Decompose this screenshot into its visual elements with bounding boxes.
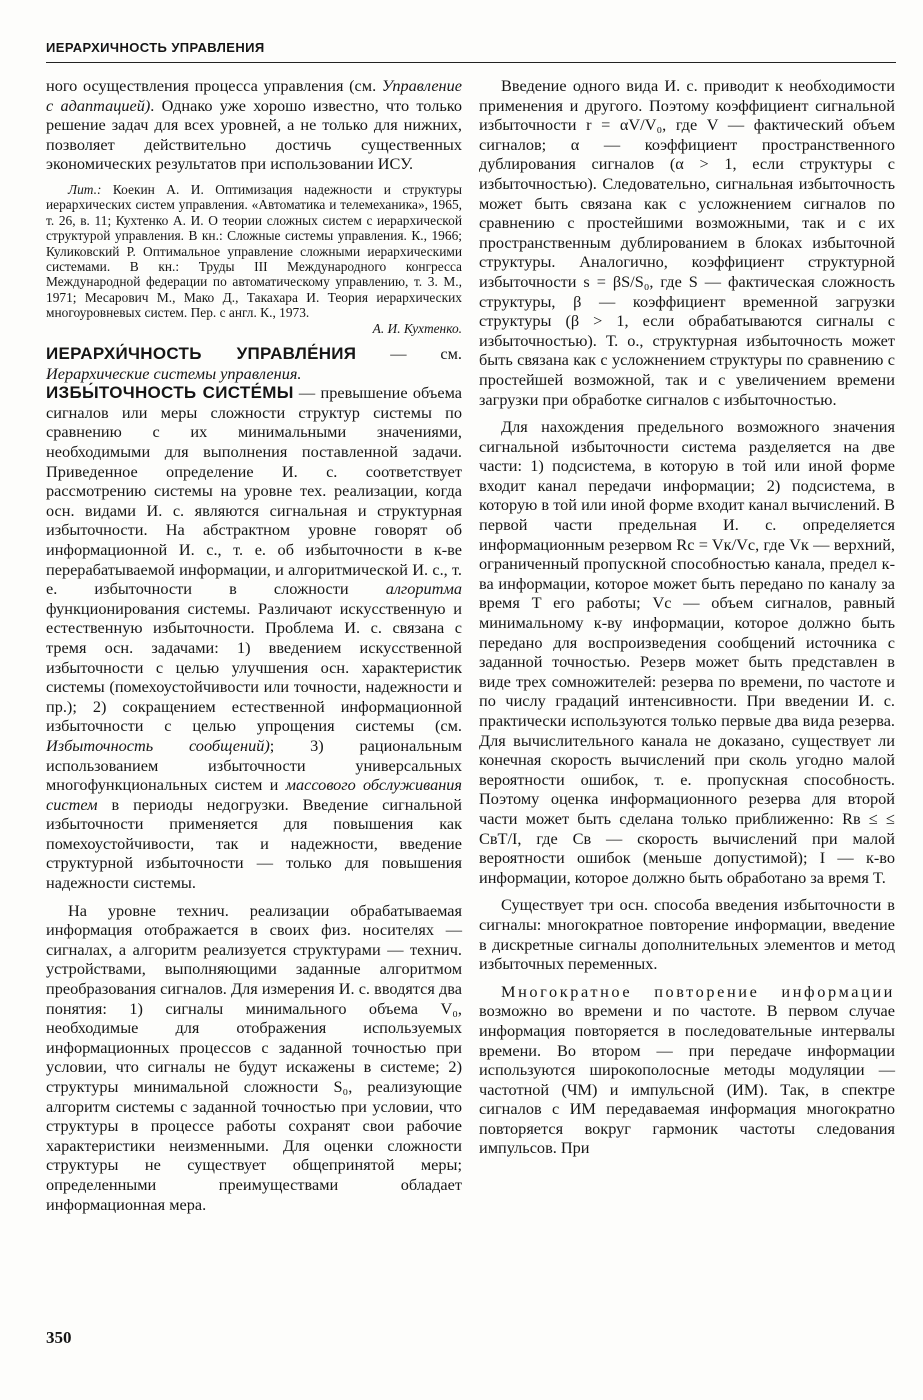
entry-headword: ИЗБЫ́ТОЧНОСТЬ СИСТЕ́МЫ (46, 383, 294, 403)
text: ; 3) рациональным использованием избыточности универсальных многофункциональных систем и (46, 735, 463, 795)
page-number: 350 (46, 1328, 72, 1347)
text: ного осуществления процесса управления (см. (46, 76, 382, 95)
cross-reference: Иерархические системы управления. (46, 363, 302, 383)
paragraph: На уровне технич. реализации обрабатываемая информация отображается в своих физ. носителях — сигналах, а алгоритм реализуется структурами — технич. устройствами, выполняющими заданные алгоритмом преобразования сигналов. Для измерения И. с. вводятся два понятия: 1) сигналы минимального объема V₀, необходимые для отображения используемых информационных процессов с заданной точностью при условии, что сигналы не будут искажены в системе; 2) структуры минимальной сложности S₀, реализующие алгоритм системы с заданной точностью при условии, что структуры в процессе работы сохранят свои рабочие характеристики неизменными. Для оценки сложности структуры не существует общепринятой меры; определенными преимуществами обладает информационная мера. (46, 900, 462, 1214)
paragraph: Для нахождения предельного возможного значения сигнальной избыточности система разделяется на две части: 1) подсистема, в которую в той или иной форме входит канал передачи информации; 2) подсистема, в которую в той или иной форме входит канал вычислений. В первой части предельная И. с. определяется информационным резервом Rc = Vк/Vc, где Vк — верхний, ограниченный пропускной способностью канала, предел к-ва информации, которое может быть передано по каналу за время T его работы; Vc — объем сигналов, равный минимальному к-ву информации, которое должно быть передано для воспроизведения сообщений источника с заданной точностью. Резерв может быть представлен в виде трех сомножителей: резерва по времени, по частоте и по числу градаций интенсивности. При введении И. с. практически используются только первые два вида резерва. Для вычислительного канала не доказано, существует ли конечная скорость вычислений при сколь угодно малой вероятности ошибок, т. е. пропускная способность. Поэтому оценка информационного резерва для второй части может быть сделана только приближенно: Rв ≤ ≤ CвT/I, где Cв — скорость вычислений при малой вероятности ошибок (меньше допустимой); I — к-во информации, которое должно быть обработано за время T. (479, 417, 895, 887)
spaced-emphasis: Многократное повторение информации (501, 981, 895, 1001)
entry-headword: ИЕРАРХИ́ЧНОСТЬ УПРАВЛЕ́НИЯ (46, 344, 357, 364)
cross-reference: Управление с адаптацией) (46, 76, 462, 115)
left-column (46, 76, 462, 1214)
entry-see-also (46, 344, 462, 383)
text: . Однако уже хорошо известно, что только решение задач для всех уровней, а не только для нижних, позволяет действительно достичь существенных экономических результатов при использовании ИСУ. (46, 95, 462, 174)
text: — превышение объема сигналов или меры сложности структур системы по сравнению с их минимальными значениями, необходимыми для выполнения поставленной задачи. Приведенное определение И. с. соответствует рассмотрению системы на уровне тех. реализации, когда осн. видами И. с. являются сигнальная и структурная избыточности. На абстрактном уровне говорят об информационной И. с., т. е. об избыточности в к-ве перерабатываемой информации, и алгоритмической И. с., т. е. избыточности в сложности (46, 383, 462, 599)
paragraph: Существует три осн. способа введения избыточности в сигналы: многократное повторение информации, введение в дискретные сигналы дополнительных элементов и метод избыточных переменных. (479, 895, 895, 974)
running-head: ИЕРАРХИЧНОСТЬ УПРАВЛЕНИЯ (46, 40, 265, 55)
entry-article (46, 383, 462, 892)
literature-list (46, 182, 462, 321)
paragraph (46, 76, 462, 174)
text: возможно во времени и по частоте. В первом случае информация повторяется в последовательные интервалы времени. Во втором — при передаче информации используются широкополосные методы модуляции — частотной (ЧМ) и импульсной (ИМ). Так, в спектре сигналов с ИМ передаваемая информация многократно повторяется вокруг гармоник частоты следования импульсов. При (479, 1001, 895, 1158)
text: в периоды недогрузки. Введение сигнальной избыточности применяется для повышения как помехоустойчивости, так и надежности, введение структурной избыточности — только для повышения надежности системы. (46, 794, 462, 893)
cross-reference: алгоритма (385, 579, 462, 599)
literature-label: Лит.: (68, 181, 102, 197)
paragraph: Введение одного вида И. с. приводит к необходимости применения и другого. Поэтому коэффициент сигнальной избыточности r = αV/V₀, где V — фактический объем сигналов; α — коэффициент пространственного дублирования сигналов (α > 1, если структуры с избыточностью). Следовательно, сигнальная избыточность может быть связана как с усложнением сигналов по сравнению с простейшими возможными, так и с их пространственным дублированием в блоках избыточной структуры. Аналогично, коэффициент структурной избыточности s = βS/S₀, где S — фактическая сложность структуры, β — коэффициент временной загрузки структуры (β > 1, если обрабатываются сигналы с избыточностью). Т. о., структурная избыточность может быть связана как с усложнением структуры по сравнению с простейшей возможной, так и с увеличением времени загрузки при обработке сигналов с избыточностью. (479, 76, 895, 409)
paragraph (479, 982, 895, 1158)
text: — см. (356, 344, 462, 364)
author-signature: А. И. Кухтенко. (372, 320, 462, 336)
cross-reference: массового обслуживания систем (46, 775, 462, 814)
header-rule (46, 62, 896, 63)
text: функционирования системы. Различают искусственную и естественную избыточности. Проблема И. с. связана с тремя осн. задачами: 1) введением искусственной избыточности с целью улучшения осн. характеристик системы (помехоустойчивости или точности, надежности и пр.); 2) сокращением естественной информационной избыточности с целью упрощения системы (см. (46, 598, 462, 736)
right-column (479, 76, 895, 1158)
cross-reference: Избыточность сообщений) (46, 735, 270, 755)
literature-text: Коекин А. И. Оптимизация надежности и структуры иерархических систем управления. «Автоматика и телемеханика», 1965, т. 26, в. 11; Кухтенко А. И. О теории сложных систем с иерархической структурой управления. В кн.: Сложные системы управления. К., 1966; Куликовский Р. Оптимальное управление сложными иерархическими системами. В кн.: Труды III Международного конгресса Международной федерации по автоматическому управлению, т. 3. М., 1971; Месарович М., Мако Д., Такахара И. Теория иерархических многоуровневых систем. Пер. с англ. К., 1973. (46, 181, 462, 321)
